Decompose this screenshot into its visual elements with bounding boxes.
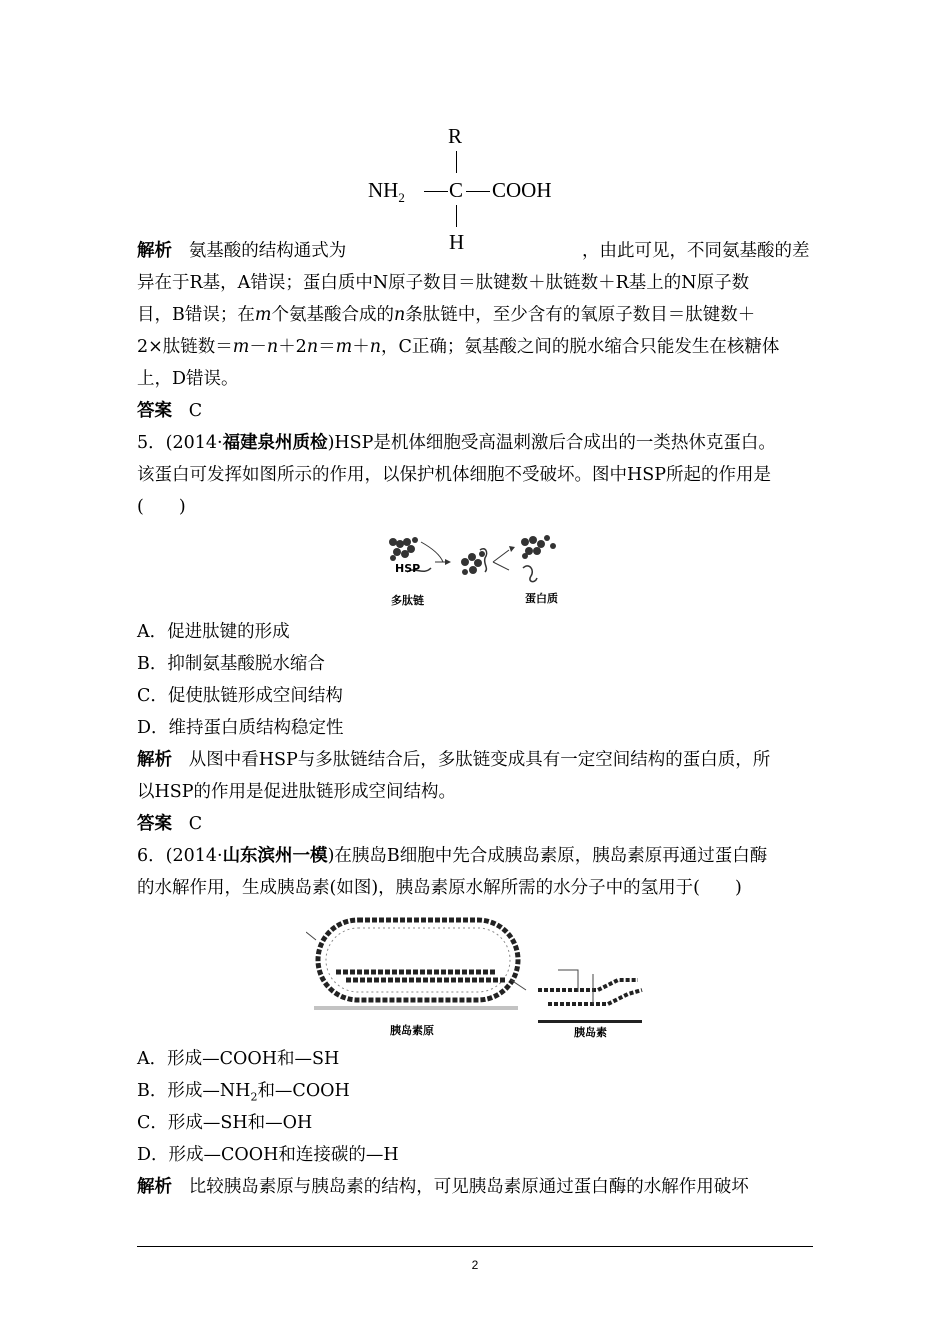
answer1: 答案 C [137, 401, 203, 421]
insulin-label: 胰岛素 [574, 1026, 607, 1039]
formula-cooh: COOH [492, 178, 552, 202]
polypeptide-label: 多肽链 [391, 594, 424, 607]
q5-line1: 5．(2014·福建泉州质检)HSP是机体细胞受高温刺激后合成出的一类热休克蛋白。 [137, 433, 776, 453]
q5-option-c: C．促使肽链形成空间结构 [137, 686, 343, 706]
insulin-figure [306, 910, 646, 1040]
q6-option-b: B．形成$—NH_2$和—COOH [137, 1081, 350, 1104]
analysis2-line1: 解析 从图中看HSP与多肽链结合后，多肽链变成具有一定空间结构的蛋白质，所 [137, 750, 771, 770]
q6-line1: 6．(2014·山东滨州一模)在胰岛B细胞中先合成胰岛素原，胰岛素原再通过蛋白酶 [137, 846, 768, 866]
hsp-figure [385, 532, 575, 610]
proinsulin-label: 胰岛素原 [390, 1024, 434, 1037]
formula-nh2: $NH_2$ [368, 178, 405, 206]
analysis1-line1: 解析 氨基酸的结构通式为 ，由此可见，不同氨基酸的差 [137, 241, 810, 261]
q5-option-d: D．维持蛋白质结构稳定性 [137, 718, 344, 738]
hsp-label: HSP [395, 562, 421, 575]
formula-bond-top [456, 151, 457, 173]
q6-option-d: D．形成—COOH和连接碳的—H [137, 1145, 399, 1165]
analysis2-line2: 以HSP的作用是促进肽链形成空间结构。 [137, 782, 457, 802]
analysis1-line4: 2×肽链数＝m－n＋2n＝m＋n，C正确；氨基酸之间的脱水缩合只能发生在核糖体 [137, 337, 780, 357]
formula-bond-bottom [456, 205, 457, 227]
q6-line2: 的水解作用，生成胰岛素(如图)，胰岛素原水解所需的水分子中的氢用于( ) [137, 878, 742, 898]
page-number: 2 [471, 1258, 479, 1272]
analysis1-line5: 上，D错误。 [137, 369, 239, 389]
footer-rule [137, 1246, 813, 1247]
q5-option-a: A．促进肽键的形成 [137, 622, 290, 642]
formula-h: H [449, 230, 465, 254]
q6-option-a: A．形成—COOH和—SH [137, 1049, 340, 1069]
analysis3-line1: 解析 比较胰岛素原与胰岛素的结构，可见胰岛素原通过蛋白酶的水解作用破坏 [137, 1177, 749, 1197]
formula-r: R [448, 124, 463, 148]
formula-bond-right [466, 191, 490, 192]
analysis1-line2: 异在于R基，A错误；蛋白质中N原子数目＝肽键数＋肽链数＋R基上的N原子数 [137, 273, 750, 293]
q6-option-c: C．形成—SH和—OH [137, 1113, 313, 1133]
formula-bond-left [424, 191, 448, 192]
protein-label: 蛋白质 [525, 592, 558, 605]
q5-option-b: B．抑制氨基酸脱水缩合 [137, 654, 325, 674]
q5-line2: 该蛋白可发挥如图所示的作用，以保护机体细胞不受破坏。图中HSP所起的作用是 [137, 465, 772, 485]
analysis1-line3: 目，B错误；在m个氨基酸合成的n条肽链中，至少含有的氧原子数目＝肽键数＋ [137, 305, 756, 325]
q5-line3: ( ) [137, 497, 186, 517]
answer2: 答案 C [137, 814, 203, 834]
formula-c: C [449, 178, 464, 202]
insulin-diagram [306, 910, 646, 1040]
